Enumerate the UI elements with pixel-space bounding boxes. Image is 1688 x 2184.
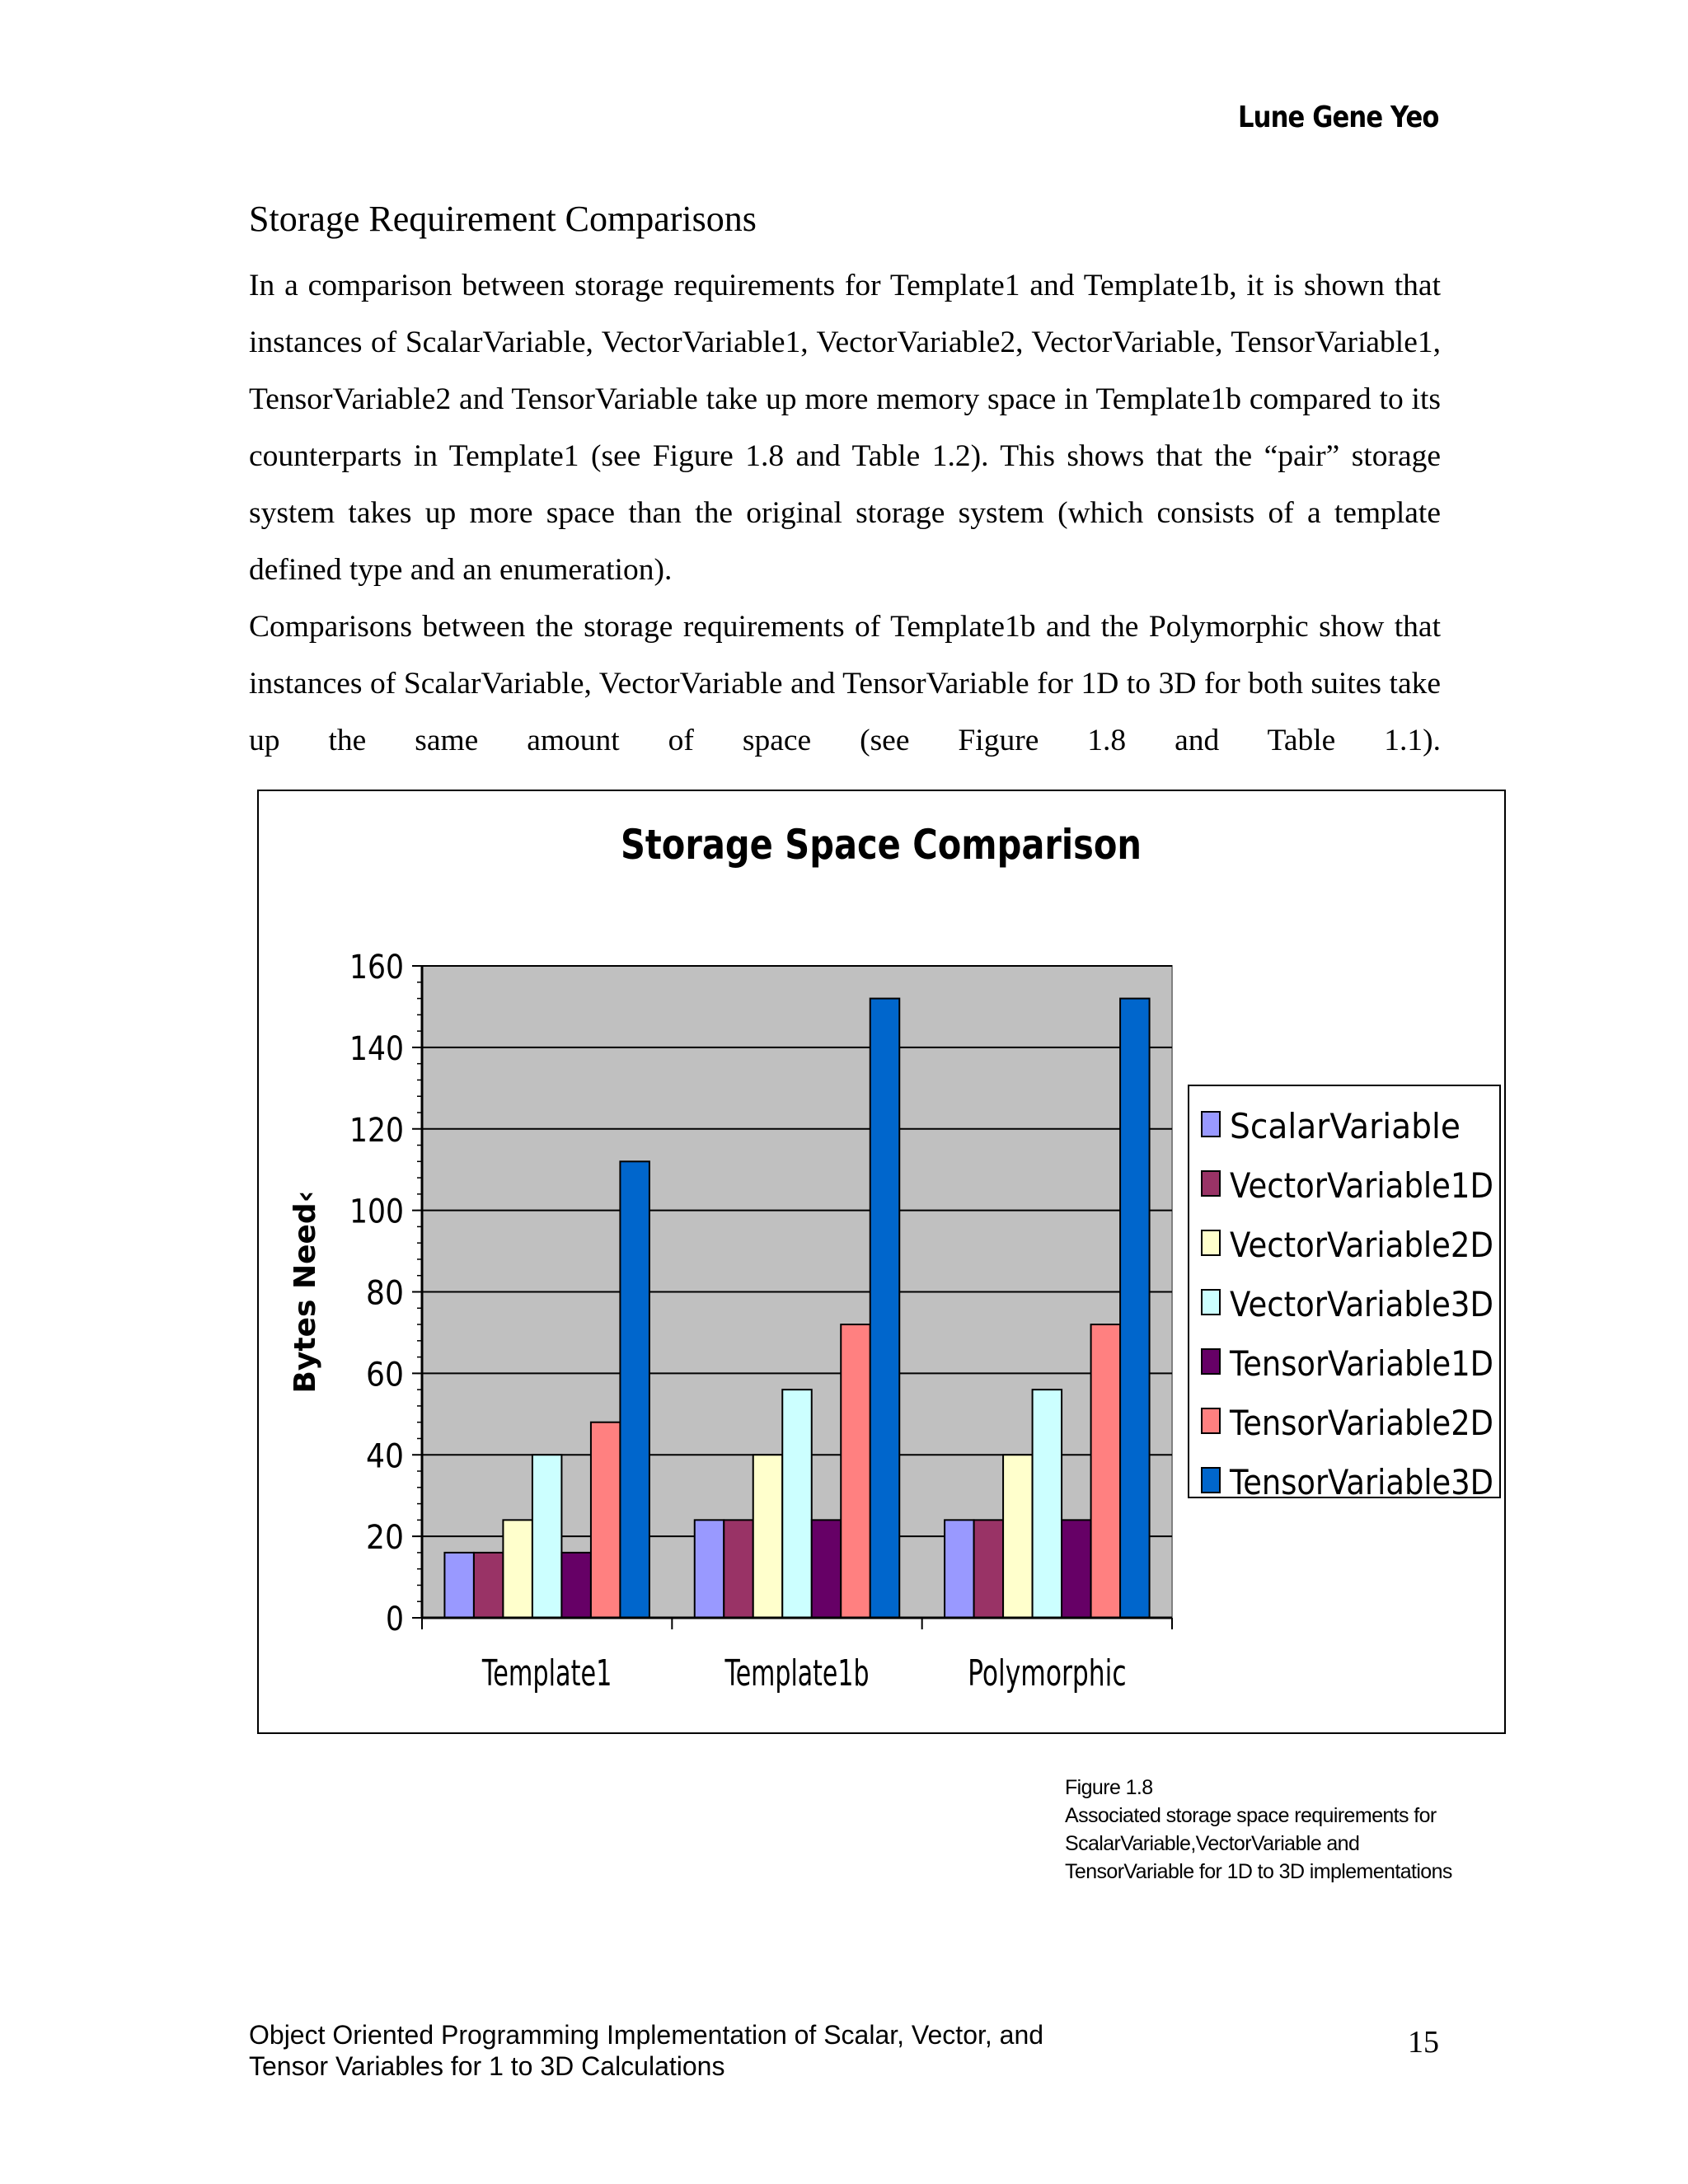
- footer-line: Object Oriented Programming Implementation of Scalar, Vector, and: [249, 2020, 1044, 2050]
- author-name: Lune Gene Yeo: [1238, 101, 1439, 134]
- bar-vectorvariable1d: [724, 1520, 753, 1618]
- section-title: Storage Requirement Comparisons: [249, 199, 757, 239]
- legend-label: TensorVariable3D: [1229, 1462, 1493, 1502]
- legend-label: VectorVariable1D: [1230, 1165, 1493, 1206]
- bar-scalarvariable: [695, 1520, 724, 1618]
- bar-tensorvariable2d: [1091, 1324, 1121, 1618]
- bar-vectorvariable2d: [503, 1520, 532, 1618]
- caption-line: Associated storage space requirements for: [1065, 1804, 1437, 1827]
- bar-tensorvariable1d: [561, 1553, 591, 1618]
- footer-title: [249, 2019, 1156, 2082]
- y-tick-label: 60: [366, 1356, 404, 1394]
- legend-swatch: [1202, 1112, 1220, 1137]
- page-number: 15: [1408, 2025, 1439, 2060]
- bar-tensorvariable2d: [841, 1324, 870, 1618]
- legend-swatch: [1202, 1230, 1220, 1255]
- chart-frame: [257, 790, 1506, 1734]
- footer-line: Tensor Variables for 1 to 3D Calculations: [249, 2051, 725, 2081]
- legend-label: VectorVariable3D: [1230, 1284, 1493, 1324]
- paragraph-2: Comparisons between the storage requirements of Template1b and the Polymorphic show that instances of ScalarVariable, VectorVariable and TensorVariable for 1D to 3D for both suites take up the same amount of space (see Figure 1.8 and Table 1.1).: [249, 610, 1441, 757]
- y-tick-label: 140: [349, 1029, 404, 1068]
- legend-swatch: [1202, 1290, 1220, 1315]
- legend-label: TensorVariable2D: [1229, 1403, 1493, 1443]
- y-tick-label: 20: [366, 1519, 404, 1558]
- y-tick-label: 0: [386, 1601, 404, 1638]
- caption-line: ScalarVariable,VectorVariable and: [1065, 1832, 1360, 1855]
- bar-vectorvariable1d: [474, 1553, 504, 1618]
- bar-tensorvariable1d: [812, 1520, 842, 1618]
- legend-swatch: [1202, 1171, 1220, 1196]
- bar-scalarvariable: [444, 1553, 474, 1618]
- bar-scalarvariable: [945, 1520, 974, 1618]
- bar-vectorvariable2d: [753, 1455, 783, 1618]
- bar-tensorvariable3d: [620, 1161, 649, 1618]
- legend-label: ScalarVariable: [1230, 1106, 1461, 1146]
- chart-title: Storage Space Comparison: [621, 821, 1142, 869]
- bar-vectorvariable3d: [782, 1390, 812, 1618]
- figure-caption: [1065, 1774, 1526, 1886]
- x-tick-label: Polymorphic: [968, 1652, 1127, 1694]
- legend-swatch: [1202, 1468, 1220, 1493]
- y-tick-label: 160: [349, 949, 404, 987]
- legend-swatch: [1202, 1349, 1220, 1374]
- paragraph-1: In a comparison between storage requirements for Template1 and Template1b, it is shown that instances of ScalarVariable, VectorVariable1, VectorVariable2, VectorVariable, TensorVariable1, TensorVariable2 and TensorVariable take up more memory space in Template1b compared to its counterparts in Template1 (see Figure 1.8 and Table 1.2). This shows that the “pair” storage system takes up more space than the original storage system (which consists of a template defined type and an enumeration).: [249, 269, 1441, 587]
- y-tick-label: 80: [366, 1274, 404, 1313]
- bar-tensorvariable3d: [870, 999, 900, 1618]
- y-tick-label: 120: [349, 1111, 404, 1150]
- bar-vectorvariable3d: [532, 1455, 562, 1618]
- bar-tensorvariable2d: [591, 1422, 621, 1618]
- caption-line: TensorVariable for 1D to 3D implementations: [1065, 1860, 1452, 1883]
- y-tick-label: 40: [366, 1437, 404, 1476]
- legend-swatch: [1202, 1408, 1220, 1433]
- y-tick-label: 100: [349, 1193, 404, 1231]
- caption-label: Figure 1.8: [1065, 1776, 1153, 1799]
- bar-vectorvariable2d: [1003, 1455, 1033, 1618]
- legend-label: VectorVariable2D: [1230, 1225, 1493, 1265]
- x-tick-label: Template1: [481, 1652, 612, 1694]
- y-axis-label: Bytes Need‹: [288, 1190, 322, 1394]
- legend-label: TensorVariable1D: [1229, 1343, 1493, 1384]
- bar-tensorvariable1d: [1062, 1520, 1091, 1618]
- bar-tensorvariable3d: [1120, 999, 1150, 1618]
- bar-vectorvariable1d: [974, 1520, 1004, 1618]
- x-tick-label: Template1b: [724, 1652, 870, 1694]
- bar-vectorvariable3d: [1033, 1390, 1062, 1618]
- storage-space-chart: [259, 791, 1504, 1732]
